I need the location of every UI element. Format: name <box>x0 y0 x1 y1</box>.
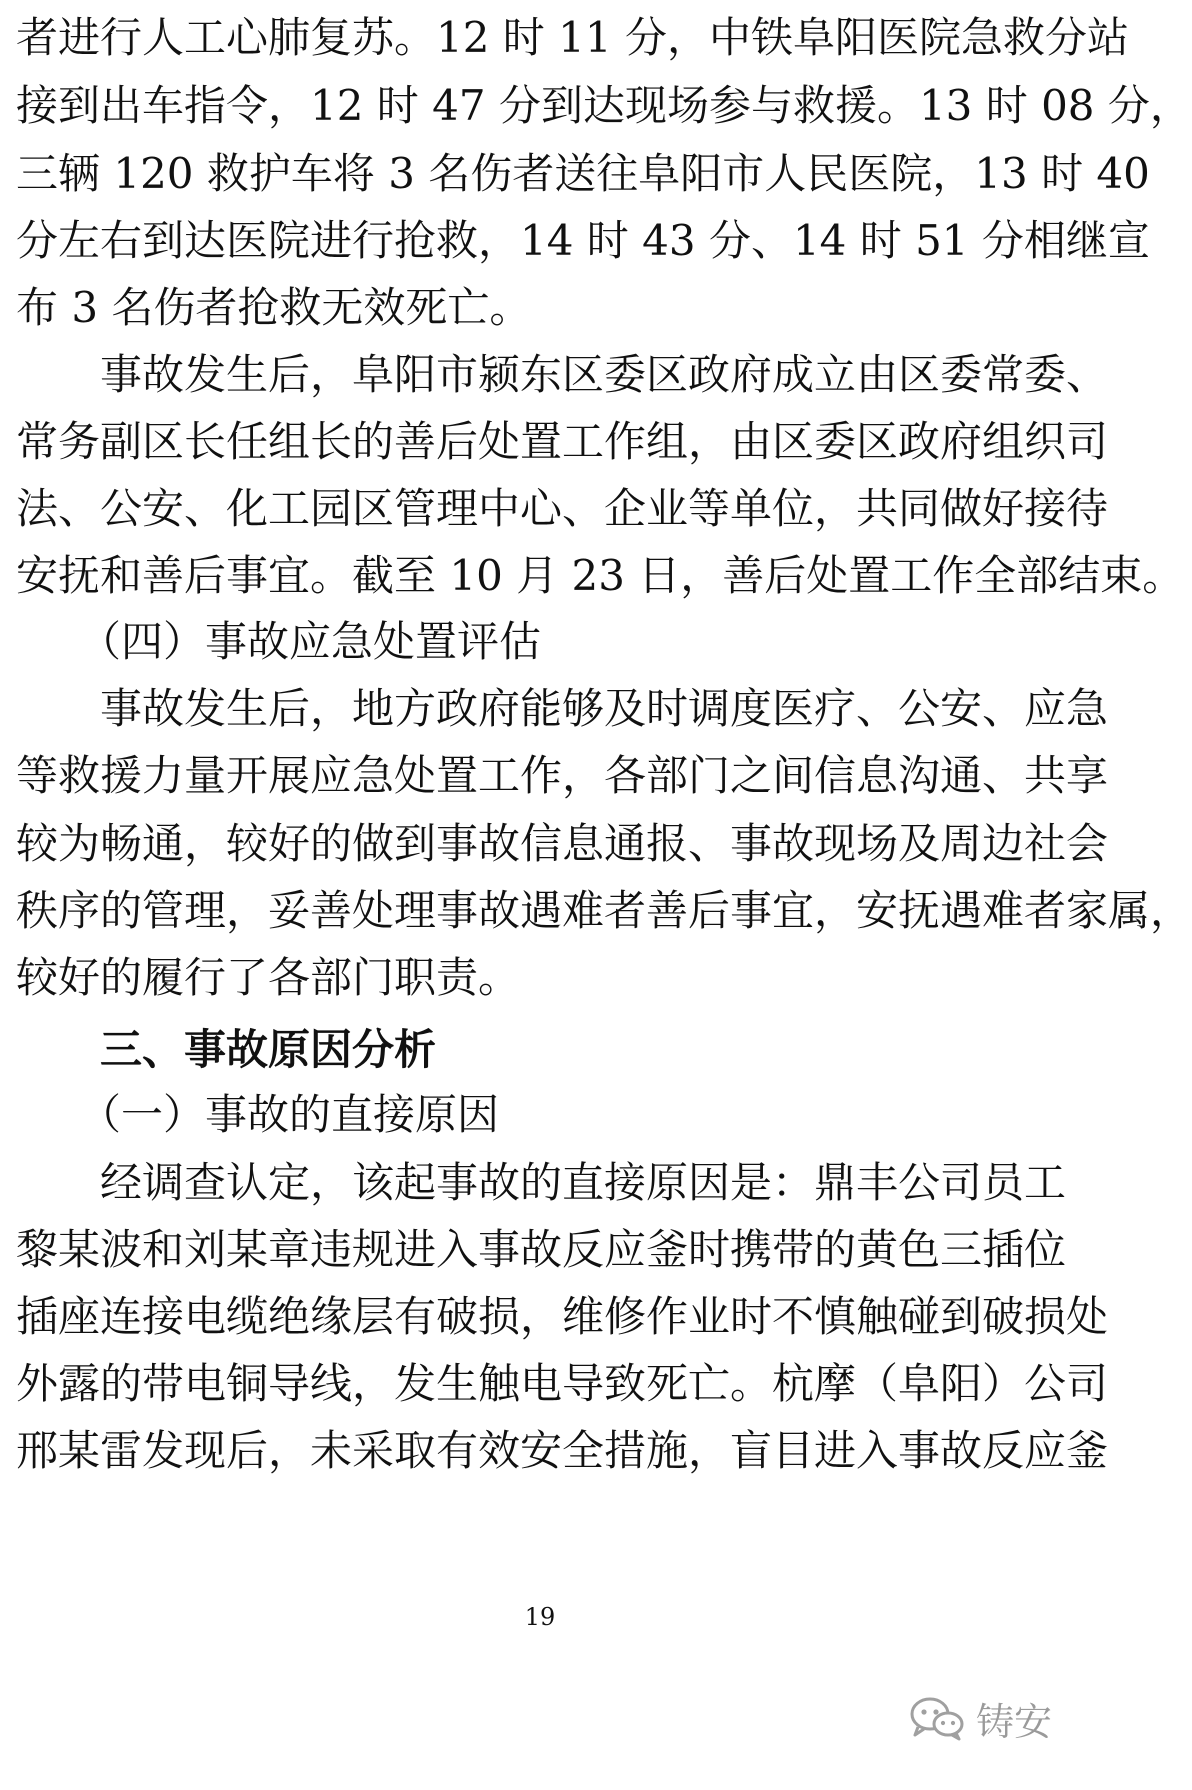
text-line: 者进行人工心肺复苏。12 时 11 分，中铁阜阳医院急救分站 <box>16 13 1129 62</box>
text-line: 常务副区长任组长的善后处置工作组，由区委区政府组织司 <box>16 417 1109 466</box>
text-line: 黎某波和刘某章违规进入事故反应釜时携带的黄色三插位 <box>16 1225 1067 1274</box>
text-line: 外露的带电铜导线，发生触电导致死亡。杭摩（阜阳）公司 <box>16 1359 1109 1408</box>
page-number: 19 <box>524 1603 556 1631</box>
section-heading: 三、事故原因分析 <box>16 1025 437 1074</box>
watermark <box>908 1688 1052 1748</box>
text-line: 事故发生后，地方政府能够及时调度医疗、公安、应急 <box>16 684 1109 733</box>
text-line: 秩序的管理，妥善处理事故遇难者善后事宜，安抚遇难者家属， <box>16 886 1192 935</box>
text-line: 较为畅通，较好的做到事故信息通报、事故现场及周边社会 <box>16 819 1109 868</box>
text-line: 安抚和善后事宜。截至 10 月 23 日，善后处置工作全部结束。 <box>16 551 1185 600</box>
watermark-text: 铸安 <box>975 1699 1052 1744</box>
wechat-icon <box>908 1694 966 1742</box>
text-line: 事故发生后，阜阳市颍东区委区政府成立由区委常委、 <box>16 350 1109 399</box>
text-line: 经调查认定，该起事故的直接原因是：鼎丰公司员工 <box>16 1158 1067 1207</box>
text-line: 邢某雷发现后，未采取有效安全措施，盲目进入事故反应釜 <box>16 1426 1109 1475</box>
section-subheading: （一）事故的直接原因 <box>16 1090 500 1139</box>
text-line: 三辆 120 救护车将 3 名伤者送往阜阳市人民医院，13 时 40 <box>16 149 1150 198</box>
text-line: 分左右到达医院进行抢救，14 时 43 分、14 时 51 分相继宣 <box>16 216 1150 265</box>
text-line: 布 3 名伤者抢救无效死亡。 <box>16 283 532 332</box>
text-line: 较好的履行了各部门职责。 <box>16 953 521 1002</box>
section-subheading: （四）事故应急处置评估 <box>16 617 542 666</box>
text-line: 法、公安、化工园区管理中心、企业等单位，共同做好接待 <box>16 484 1109 533</box>
text-line: 插座连接电缆绝缘层有破损，维修作业时不慎触碰到破损处 <box>16 1292 1109 1341</box>
text-line: 接到出车指令，12 时 47 分到达现场参与救援。13 时 08 分， <box>16 81 1192 130</box>
text-line: 等救援力量开展应急处置工作，各部门之间信息沟通、共享 <box>16 751 1109 800</box>
